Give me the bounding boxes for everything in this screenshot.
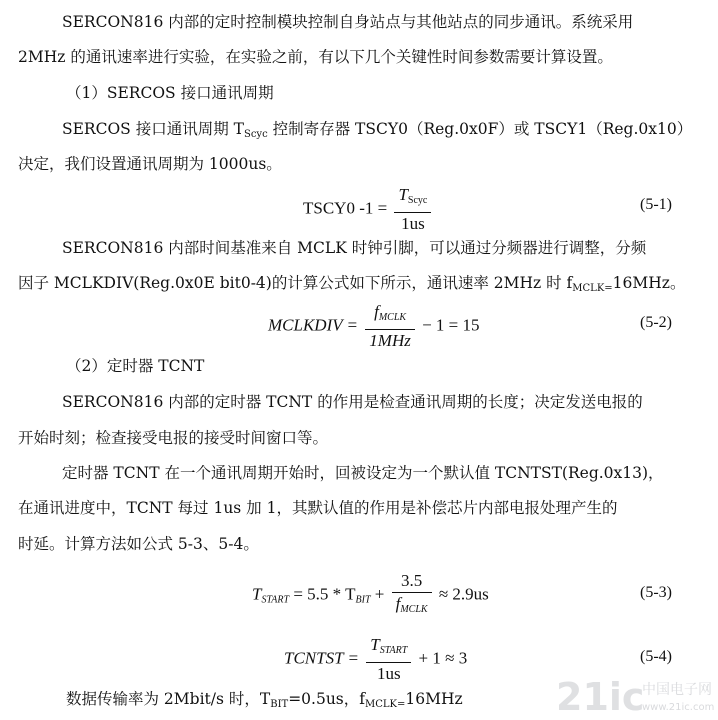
eq3-num: 3.5 — [392, 572, 432, 593]
paragraph-2-line-1-text-a: SERCOS 接口通讯周期 T — [62, 120, 244, 138]
eq2-rhs: − 1 = 15 — [422, 315, 480, 335]
eq4-rhs: + 1 ≈ 3 — [418, 648, 468, 668]
eq3-rhs: ≈ 2.9us — [438, 584, 489, 604]
eq2-den: 1MHz — [369, 331, 411, 350]
paragraph-3-line-1: SERCON816 内部时间基准来自 MCLK 时钟引脚，可以通过分频器进行调整，分频 — [62, 239, 647, 257]
section-heading-1: （1）SERCOS 接口通讯周期 — [66, 84, 274, 102]
eq1-num-sub: Scyc — [407, 195, 428, 206]
equation-number-5-3: (5-3) — [640, 584, 672, 601]
eq4-lhs: TCNTST = — [284, 648, 359, 668]
equation-number-5-2: (5-2) — [640, 314, 672, 331]
eq4-num-sub: START — [379, 645, 408, 656]
equation-5-1 — [303, 186, 434, 233]
site-watermark — [556, 672, 716, 718]
eq3-mid-sub: BIT — [355, 594, 371, 606]
eq2-num: f — [374, 302, 379, 321]
subscript-mclk-2: MCLK= — [365, 699, 406, 710]
paragraph-5-line-2: 在通讯进度中，TCNT 每过 1us 加 1，其默认值的作用是补偿芯片内部电报处理产生的 — [18, 499, 618, 517]
subscript-bit: BIT — [270, 699, 289, 710]
eq4-fraction — [366, 636, 411, 683]
final-line-text-a: 数据传输率为 2Mbit/s 时，T — [66, 690, 271, 708]
subscript-scyc: Scyc — [243, 129, 268, 140]
equation-5-4 — [284, 636, 467, 683]
eq4-num: T — [370, 635, 380, 654]
paragraph-1-line-1: SERCON816 内部的定时控制模块控制自身站点与其他站点的同步通讯。系统采用 — [62, 13, 634, 31]
eq1-den: 1us — [401, 214, 425, 233]
paragraph-5-line-1: 定时器 TCNT 在一个通讯周期开始时，回被设定为一个默认值 TCNTST(Reg.0x13)， — [62, 464, 664, 482]
eq3-lhs-sub: START — [261, 594, 290, 606]
paragraph-4-line-1: SERCON816 内部的定时器 TCNT 的作用是检查通讯周期的长度；决定发送电报的 — [62, 393, 643, 411]
watermark-text-1: 中国电子网 — [642, 682, 712, 698]
paragraph-5-line-3: 时延。计算方法如公式 5-3、5-4。 — [18, 535, 259, 553]
eq3-den: f — [395, 594, 401, 613]
eq1-fraction — [394, 186, 431, 233]
eq2-lhs: MCLKDIV = — [268, 315, 359, 335]
final-line-text-b: =0.5us，f — [288, 690, 365, 708]
eq3-fraction — [392, 572, 432, 619]
watermark-text-2: www.21ic.com — [642, 702, 715, 713]
eq3-plus: + — [374, 584, 385, 604]
paragraph-3-line-2-text-b: 16MHz。 — [612, 274, 686, 292]
eq1-lhs: TSCY0 -1 = — [303, 198, 388, 218]
eq3-lhs: T — [252, 584, 262, 604]
eq2-fraction — [365, 303, 415, 350]
eq1-num: T — [398, 185, 408, 204]
subscript-mclk: MCLK= — [572, 283, 613, 294]
equation-number-5-4: (5-4) — [640, 648, 672, 665]
paragraph-1-line-2: 2MHz 的通讯速率进行实验，在实验之前，有以下几个关键性时间参数需要计算设置。 — [18, 48, 613, 66]
eq3-mid: = 5.5 * T — [293, 584, 356, 604]
paragraph-2-line-1 — [62, 119, 692, 145]
equation-number-5-1: (5-1) — [640, 196, 672, 213]
paragraph-2-line-2: 决定，我们设置通讯周期为 1000us。 — [18, 155, 282, 173]
paragraph-2-line-1-text-b: 控制寄存器 TSCY0（Reg.0x0F）或 TSCY1（Reg.0x10） — [267, 120, 693, 138]
watermark-logo: 21ic — [556, 675, 645, 718]
eq2-num-sub: MCLK — [378, 312, 407, 323]
section-heading-2: （2）定时器 TCNT — [66, 357, 205, 375]
equation-5-2 — [268, 303, 480, 350]
paragraph-3-line-2-text-a: 因子 MCLKDIV(Reg.0x0E bit0-4)的计算公式如下所示，通讯速率 2MHz 时 f — [18, 274, 573, 292]
paragraph-4-line-2: 开始时刻；检查接受电报的接受时间窗口等。 — [18, 429, 329, 447]
equation-5-3 — [252, 572, 489, 619]
final-line-text-c: 16MHz — [405, 690, 463, 708]
final-line — [66, 689, 463, 715]
eq4-den: 1us — [376, 664, 401, 683]
eq3-den-sub: MCLK — [400, 604, 428, 615]
paragraph-3-line-2 — [18, 273, 685, 299]
